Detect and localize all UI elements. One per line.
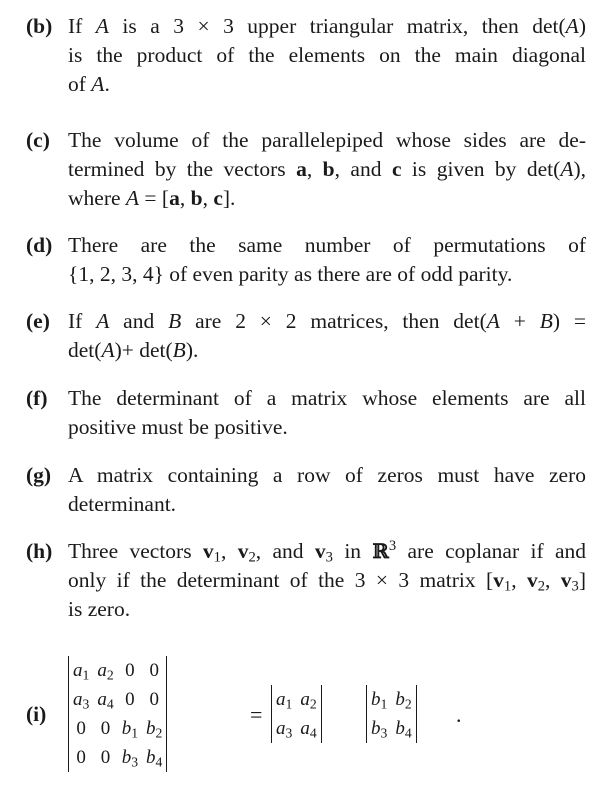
subscript: 1 [285, 696, 293, 712]
bold-symbol: a [296, 157, 307, 181]
item-label: (b) [26, 14, 53, 38]
text-line: termined by the vectors a, b, and c is given by det(A), [68, 157, 586, 181]
text-line: The determinant of a matrix whose elements are all [68, 386, 586, 410]
item-text [68, 537, 586, 624]
matrix-entry [69, 685, 93, 714]
item-e [26, 307, 586, 365]
subscript: 3 [131, 754, 139, 770]
matrix-entry [118, 743, 142, 772]
matrix-entry: 0 [149, 689, 159, 710]
subscript: 4 [155, 754, 163, 770]
text-line: only if the determinant of the 3 × 3 matrix [$v_1$, $v_2$, $v_3$] [68, 568, 586, 595]
math-variable: A [565, 14, 579, 38]
bold-symbol: v [237, 539, 249, 563]
math-variable: A [95, 14, 109, 38]
math-variable: a [276, 689, 286, 710]
real-numbers-symbol: ℝ [372, 539, 389, 563]
item-d [26, 231, 586, 289]
item-g [26, 461, 586, 519]
subscript: 4 [309, 725, 317, 741]
math-variable: a [97, 660, 107, 681]
math-variable: B [539, 309, 553, 333]
item-h [26, 537, 586, 624]
item-label: (g) [26, 463, 52, 487]
text-line: If A is a 3 × 3 upper triangular matrix, then det(A) [68, 14, 586, 38]
subscript: 3 [285, 725, 293, 741]
matrix-row [272, 714, 321, 743]
math-variable: A [101, 338, 115, 362]
superscript: 3 [388, 537, 397, 554]
subscript: 3 [380, 725, 388, 741]
bold-symbol: v [560, 568, 572, 592]
math-variable: a [276, 718, 286, 739]
matrix-entry: 0 [76, 718, 86, 739]
math-variable: b [121, 747, 132, 768]
subscript: 4 [404, 725, 412, 741]
subscript: 2 [248, 549, 256, 566]
item-label: (c) [26, 128, 50, 152]
math-variable: b [395, 718, 405, 739]
matrix-row [69, 656, 166, 685]
math-variable: B [168, 309, 182, 333]
matrix-entry: 0 [149, 660, 159, 681]
subscript: 1 [503, 578, 512, 595]
matrix-entry: 0 [100, 747, 111, 768]
item-text [68, 126, 586, 213]
subscript: 1 [131, 725, 139, 741]
bold-symbol: b [190, 186, 203, 210]
period: . [456, 702, 462, 727]
math-variable: b [146, 718, 156, 739]
math-variable: A [125, 186, 140, 210]
matrix-entry [367, 714, 391, 743]
subscript: 4 [106, 696, 114, 712]
math-variable: a [97, 689, 107, 710]
determinant-4x4 [68, 656, 167, 772]
matrix-entry: 0 [76, 747, 86, 768]
subscript: 3 [82, 696, 90, 712]
text-line: of A. [68, 72, 110, 96]
math-variable: a [73, 660, 83, 681]
bold-symbol: b [322, 157, 335, 181]
item-b [26, 12, 586, 99]
bold-symbol: v [202, 539, 214, 563]
math-variable: b [146, 747, 156, 768]
subscript: 2 [309, 696, 317, 712]
item-label: (e) [26, 309, 50, 333]
item-text [68, 384, 586, 442]
matrix-entry [93, 656, 117, 685]
subscript: 2 [404, 696, 412, 712]
item-text [68, 461, 586, 519]
matrix-entry [391, 714, 415, 743]
math-variable: a [73, 689, 83, 710]
matrix-entry [296, 685, 320, 714]
determinant-a-2x2 [271, 685, 322, 743]
subscript: 3 [571, 578, 579, 595]
bold-symbol: c [213, 186, 223, 210]
text-line: det(A)+ det(B). [68, 338, 199, 362]
text-line: If A and B are 2 × 2 matrices, then det(A + B) = [68, 309, 586, 333]
item-text [68, 231, 586, 289]
matrix-row [367, 685, 416, 714]
subscript: 1 [82, 667, 90, 683]
matrix-row [367, 714, 416, 743]
subscript: 1 [380, 696, 388, 712]
text-line: Three vectors $v_1$, $v_2$, and $v_3$ in ℝ$^3$ are coplanar if and [68, 537, 586, 566]
math-variable: a [300, 689, 310, 710]
bold-symbol: c [391, 157, 402, 181]
subscript: 3 [325, 549, 333, 566]
matrix-row [69, 714, 166, 743]
text-line: is the product of the elements on the main diagonal [68, 43, 586, 67]
matrix-entry [118, 714, 142, 743]
math-variable: b [121, 718, 132, 739]
bold-symbol: a [169, 186, 180, 210]
text-line: The volume of the parallelepiped whose sides are de- [68, 128, 586, 152]
bold-symbol: v [314, 539, 326, 563]
matrix-entry: 0 [125, 689, 135, 710]
matrix-entry [367, 685, 391, 714]
matrix-entry [272, 685, 296, 714]
subscript: 1 [213, 549, 221, 566]
matrix-entry [391, 685, 415, 714]
item-label: (f) [26, 386, 48, 410]
math-variable: A [486, 309, 500, 333]
bold-symbol: v [493, 568, 504, 592]
matrix-entry [142, 743, 166, 772]
text-line: is zero. [68, 597, 131, 621]
text-line: A matrix containing a row of zeros must have zero [68, 463, 586, 487]
math-variable: A [91, 72, 105, 96]
math-variable: a [300, 718, 310, 739]
matrix-entry [93, 685, 117, 714]
math-variable: b [371, 718, 381, 739]
matrix-row [69, 743, 166, 772]
matrix-entry: 0 [100, 718, 111, 739]
math-variable: A [560, 157, 574, 181]
subscript: 2 [537, 578, 546, 595]
matrix-row [272, 685, 321, 714]
text-line: where A = [a, b, c]. [68, 186, 236, 210]
subscript: 2 [106, 667, 114, 683]
bold-symbol: v [526, 568, 538, 592]
item-f [26, 384, 586, 442]
math-variable: b [395, 689, 405, 710]
text-line: determinant. [68, 492, 177, 516]
matrix-entry [272, 714, 296, 743]
math-variable: B [172, 338, 186, 362]
item-text [68, 307, 586, 365]
matrix-entry [142, 714, 166, 743]
matrix-entry [69, 656, 93, 685]
item-label: (d) [26, 233, 53, 257]
text-line: {1, 2, 3, 4} of even parity as there are of odd parity. [68, 262, 513, 286]
determinant-b-2x2 [366, 685, 417, 743]
item-c [26, 126, 586, 213]
matrix-row [69, 685, 166, 714]
item-label: (h) [26, 539, 53, 563]
math-variable: A [96, 309, 110, 333]
matrix-entry [296, 714, 320, 743]
item-text [68, 12, 586, 99]
text-line: positive must be positive. [68, 415, 288, 439]
item-label: (i) [26, 702, 47, 726]
subscript: 2 [155, 725, 163, 741]
matrix-entry: 0 [125, 660, 135, 681]
text-line: There are the same number of permutations of [68, 233, 586, 257]
equals-sign: = [250, 702, 263, 727]
math-variable: b [371, 689, 381, 710]
